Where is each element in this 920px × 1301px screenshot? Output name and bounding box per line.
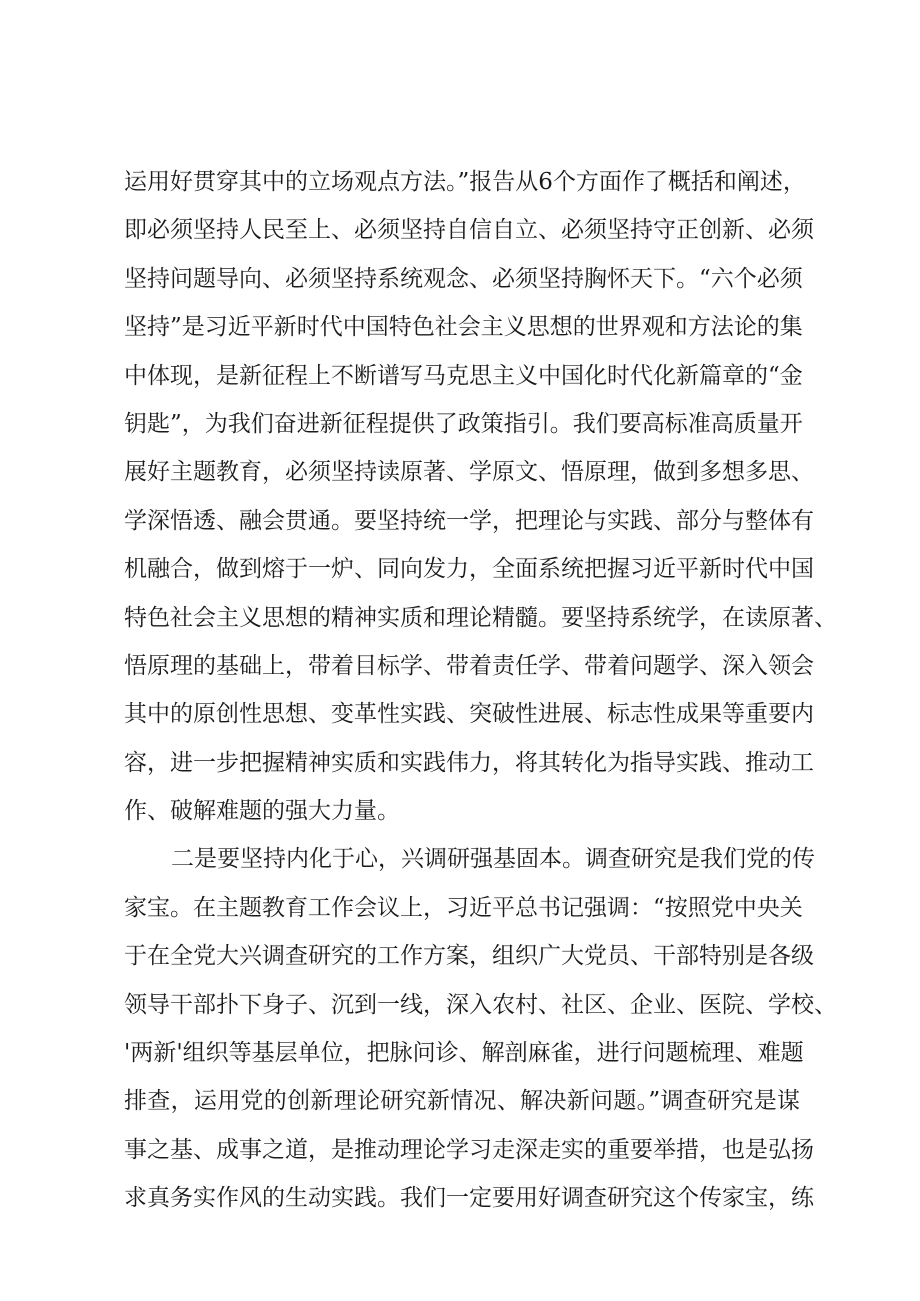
text-line: 钥匙”，为我们奋进新征程提供了政策指引。我们要高标准高质量开 [124,410,803,437]
text-line: 容，进一步把握精神实质和实践伟力，将其转化为指导实践、推动工 [124,749,814,776]
text-line: '两新'组织等基层单位，把脉问诊、解剖麻雀，进行问题梳理、难题 [124,1040,804,1067]
text-line: 学深悟透、融会贯通。要坚持统一学，把理论与实践、部分与整体有 [124,507,814,534]
text-line: 事之基、成事之道，是推动理论学习走深走实的重要举措，也是弘扬 [124,1136,814,1163]
paragraph-1 [124,158,837,835]
text-line: 于在全党大兴调查研究的工作方案，组织广大党员、干部特别是各级 [124,943,814,970]
text-line: 家宝。在主题教育工作会议上，习近平总书记强调：“按照党中央关 [124,894,803,921]
text-line: 特色社会主义思想的精神实质和理论精髓。要坚持系统学，在读原著、 [124,604,837,631]
text-line: 运用好贯穿其中的立场观点方法。”报告从6个方面作了概括和阐述， [124,169,806,195]
text-line: 即必须坚持人民至上、必须坚持自信自立、必须坚持守正创新、必须 [124,217,814,244]
text-line: 排查，运用党的创新理论研究新情况、解决新问题。”调查研究是谋 [124,1088,800,1115]
text-line: 展好主题教育，必须坚持读原著、学原文、悟原理，做到多想多思、 [124,459,814,486]
text-line: 机融合，做到熔于一炉、同向发力，全面系统把握习近平新时代中国 [124,556,814,583]
text-line: 坚持”是习近平新时代中国特色社会主义思想的世界观和方法论的集 [124,314,803,341]
text-line: 坚持问题导向、必须坚持系统观念、必须坚持胸怀天下。“六个必须 [124,265,803,292]
text-line: 悟原理的基础上，带着目标学、带着责任学、带着问题学、深入领会 [124,652,814,679]
text-line: 其中的原创性思想、变革性实践、突破性进展、标志性成果等重要内 [124,701,814,728]
document-body [124,158,837,1223]
text-line: 求真务实作风的生动实践。我们一定要用好调查研究这个传家宝，练 [124,1185,814,1212]
text-line: 二是要坚持内化于心，兴调研强基固本。调查研究是我们党的传 [171,846,815,873]
paragraph-2 [124,835,837,1222]
text-line: 中体现，是新征程上不断谱写马克思主义中国化时代化新篇章的“金 [124,362,803,389]
text-line: 作、破解难题的强大力量。 [124,798,400,825]
text-line: 领导干部扑下身子、沉到一线，深入农村、社区、企业、医院、学校、 [124,991,837,1018]
